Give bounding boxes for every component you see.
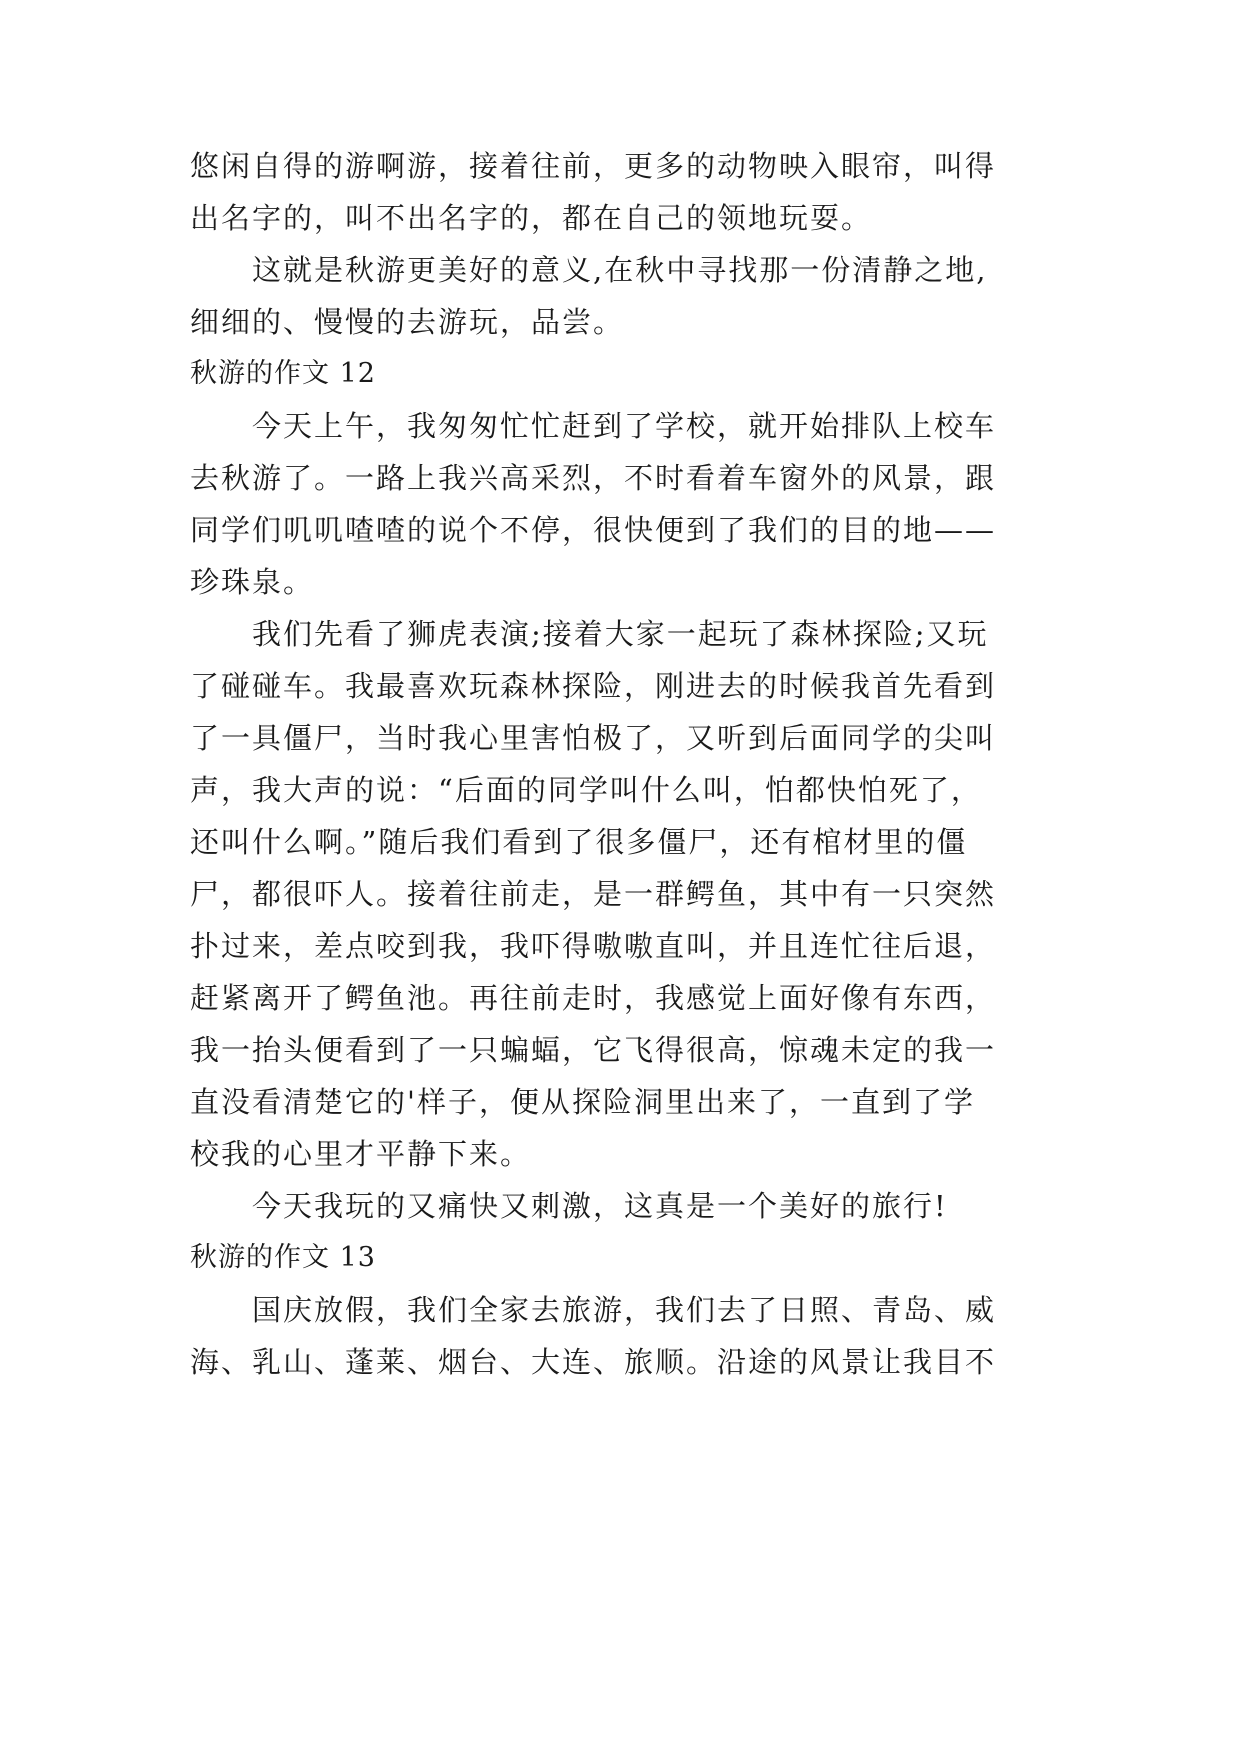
paragraph-line: 赶紧离开了鳄鱼池。再往前走时，我感觉上面好像有东西，	[190, 981, 997, 1015]
paragraph-line: 细细的、慢慢的去游玩，品尝。	[190, 305, 625, 339]
paragraph-line: 我们先看了狮虎表演;接着大家一起玩了森林探险;又玩	[190, 617, 989, 651]
paragraph-line: 今天我玩的又痛快又刺激，这真是一个美好的旅行!	[190, 1189, 948, 1223]
paragraph-line: 今天上午，我匆匆忙忙赶到了学校，就开始排队上校车	[190, 409, 997, 443]
paragraph-line: 还叫什么啊。”随后我们看到了很多僵尸，还有棺材里的僵	[190, 825, 968, 859]
section-heading: 秋游的作文 12	[190, 358, 376, 389]
paragraph-line: 直没看清楚它的'样子，便从探险洞里出来了，一直到了学	[190, 1085, 975, 1119]
paragraph-line: 国庆放假，我们全家去旅游，我们去了日照、青岛、威	[190, 1293, 997, 1327]
paragraph-line: 我一抬头便看到了一只蝙蝠，它飞得很高，惊魂未定的我一	[190, 1033, 997, 1067]
paragraph-line: 了一具僵尸，当时我心里害怕极了，又听到后面同学的尖叫	[190, 721, 997, 755]
paragraph-line: 出名字的，叫不出名字的，都在自己的领地玩耍。	[190, 201, 873, 235]
paragraph-line: 这就是秋游更美好的意义,在秋中寻找那一份清静之地,	[190, 253, 988, 287]
paragraph-line: 扑过来，差点咬到我，我吓得嗷嗷直叫，并且连忙往后退，	[190, 929, 997, 963]
section-heading: 秋游的作文 13	[190, 1242, 376, 1273]
paragraph-line: 同学们叽叽喳喳的说个不停，很快便到了我们的目的地——	[190, 513, 997, 547]
paragraph-line: 去秋游了。一路上我兴高采烈，不时看着车窗外的风景，跟	[190, 461, 997, 495]
paragraph-line: 了碰碰车。我最喜欢玩森林探险，刚进去的时候我首先看到	[190, 669, 997, 703]
paragraph-line: 尸，都很吓人。接着往前走，是一群鳄鱼，其中有一只突然	[190, 877, 997, 911]
paragraph-line: 校我的心里才平静下来。	[190, 1137, 532, 1171]
paragraph-line: 珍珠泉。	[190, 565, 315, 599]
paragraph-line: 悠闲自得的游啊游，接着往前，更多的动物映入眼帘，叫得	[190, 149, 997, 183]
paragraph-line: 声，我大声的说：“后面的同学叫什么叫，怕都快怕死了，	[190, 773, 982, 807]
paragraph-line: 海、乳山、蓬莱、烟台、大连、旅顺。沿途的风景让我目不	[190, 1345, 997, 1379]
